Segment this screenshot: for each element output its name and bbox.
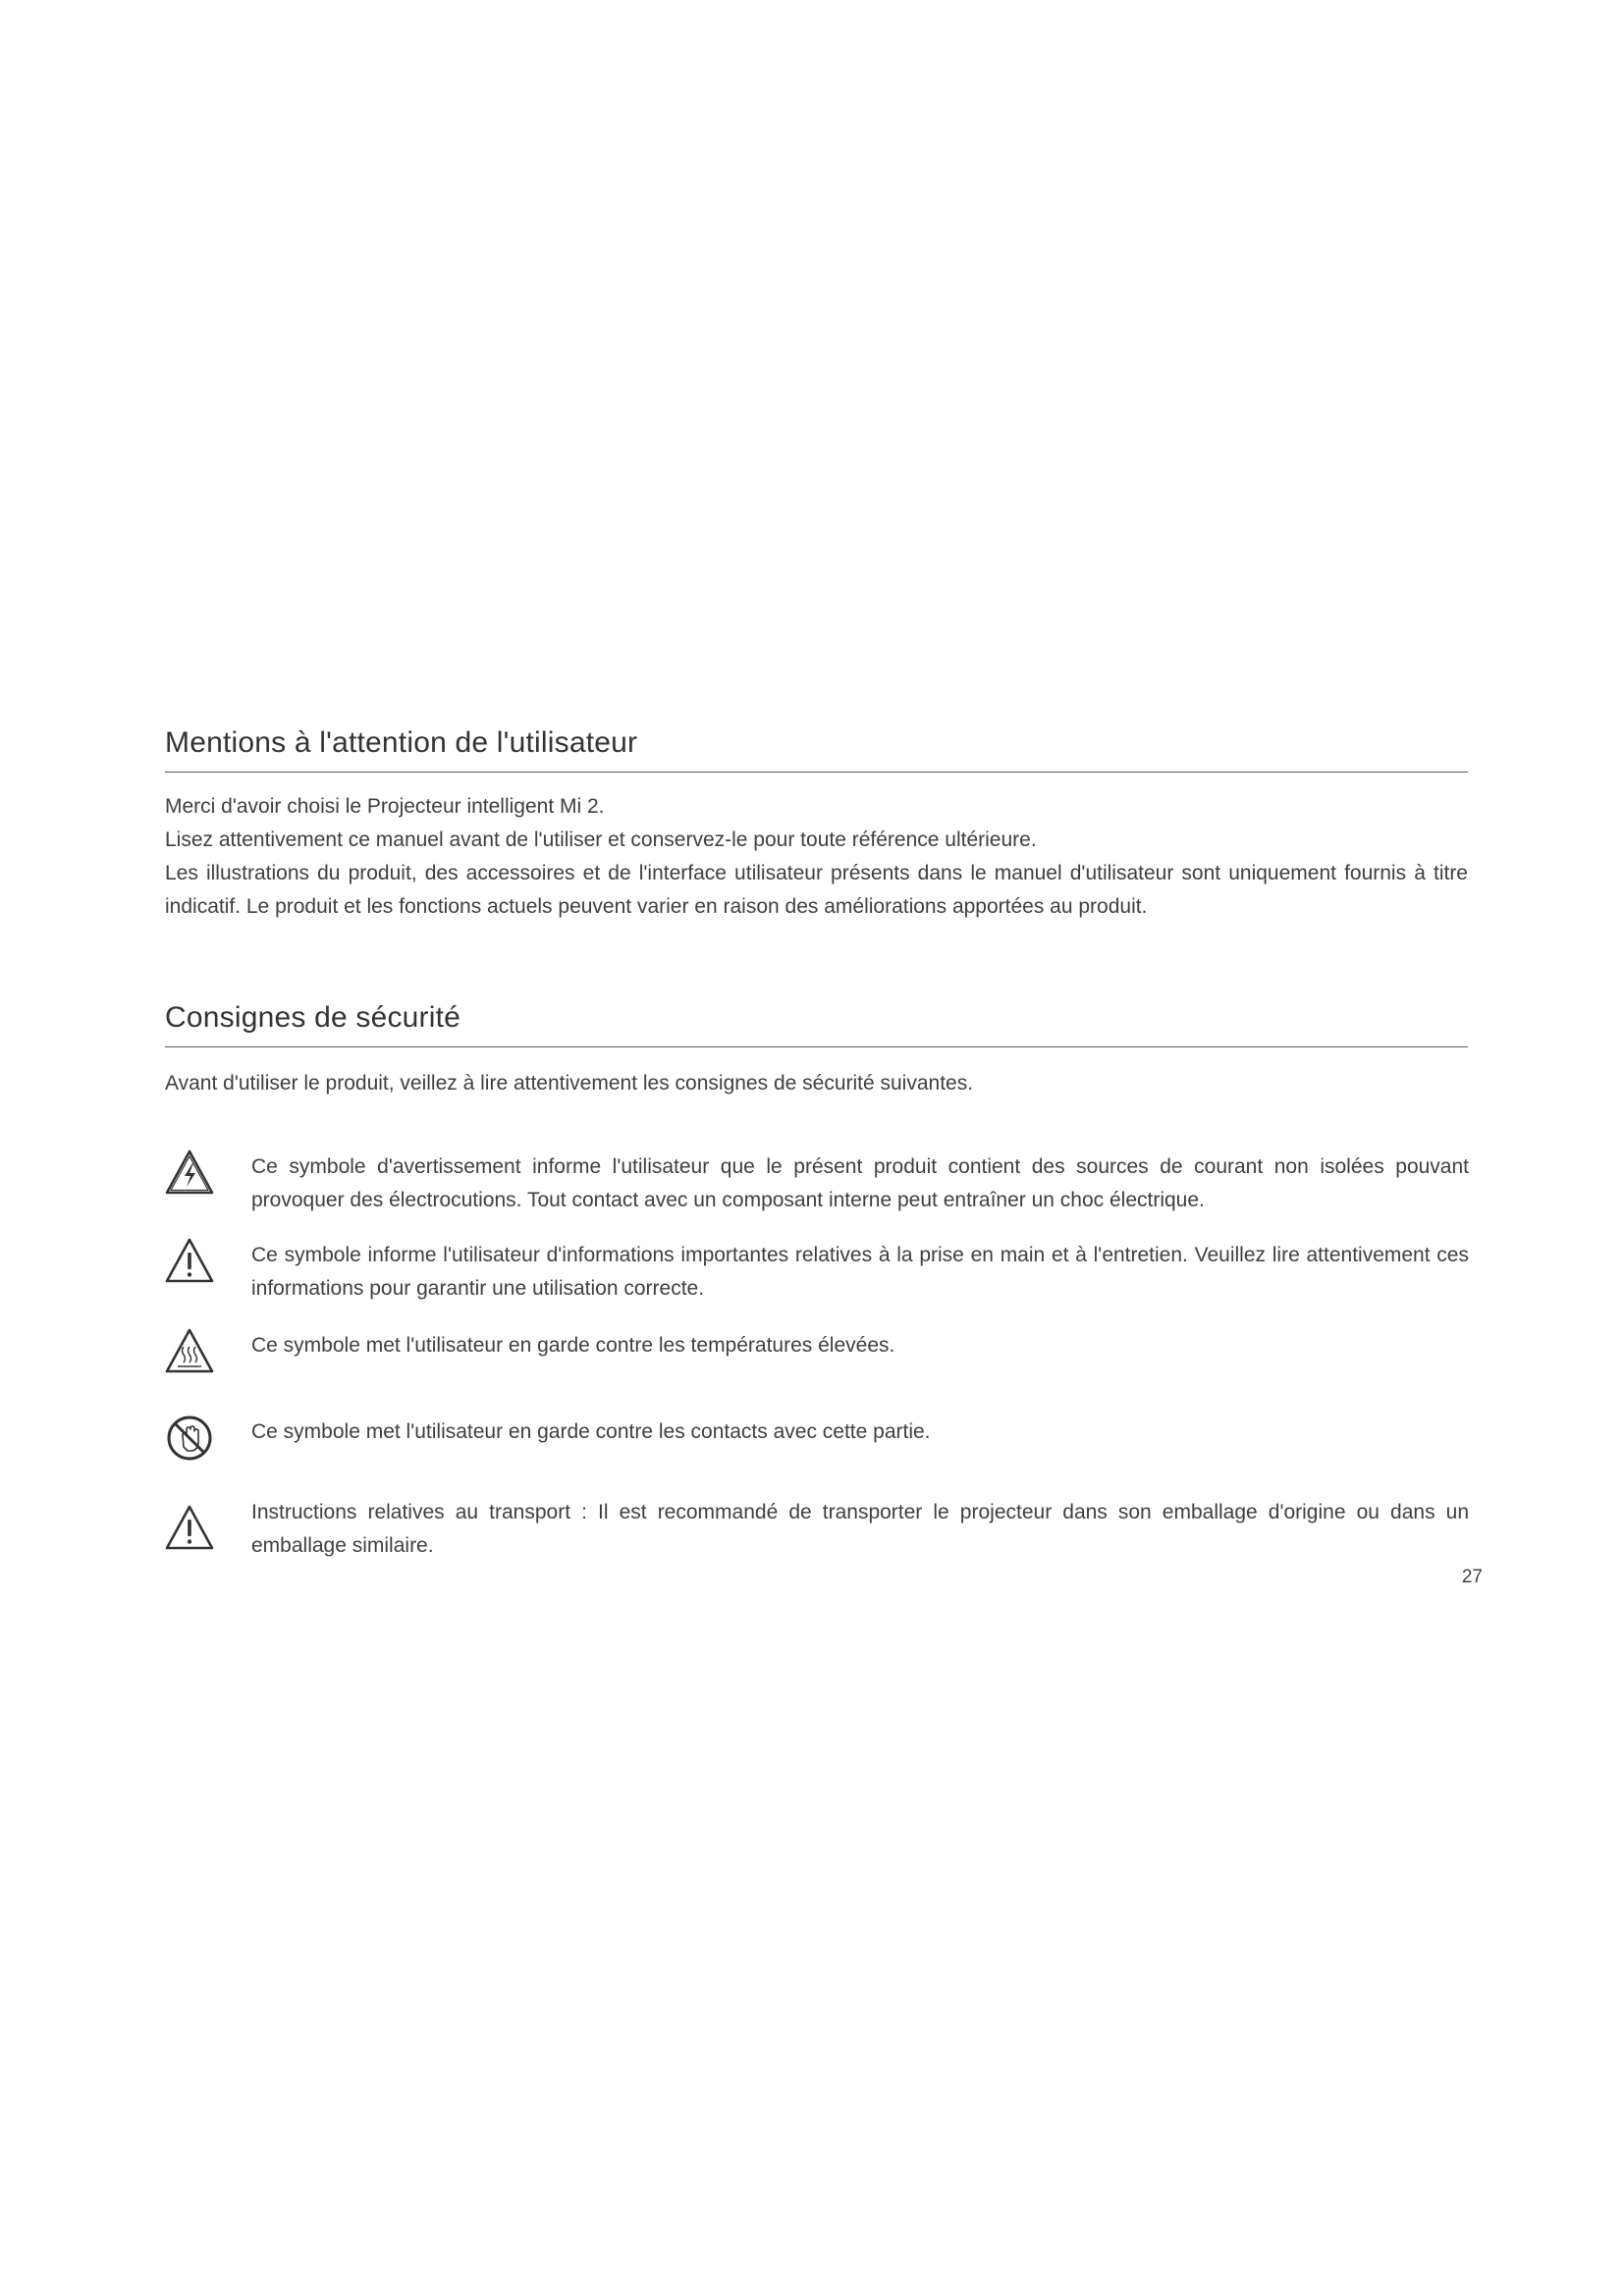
electric-shock-warning-icon	[163, 1147, 216, 1200]
symbol-row-electric	[163, 1147, 1469, 1217]
page-number: 27	[1461, 1567, 1483, 1587]
safety-title: Consignes de sécurité	[165, 1001, 461, 1034]
safety-intro: Avant d'utiliser le produit, veillez à lire attentivement les consignes de sécurité suivantes.	[165, 1072, 974, 1095]
symbol-text: Ce symbole met l'utilisateur en garde contre les contacts avec cette partie.	[251, 1420, 931, 1443]
symbol-text: Ce symbole d'avertissement informe l'utilisateur que le présent produit contient des sources de courant non isolées pouvant provoquer des électrocutions. Tout contact avec un composant interne peut entraîner un choc électrique.	[251, 1155, 1469, 1211]
symbol-row-important	[163, 1235, 1469, 1306]
safety-symbols-list	[163, 1147, 1469, 1563]
user-notice-line-3: Les illustrations du produit, des accessoires et de l'interface utilisateur présents dans le manuel d'utilisateur sont uniquement fournis à titre indicatif. Le produit et les fonctions actuels peuvent varier en raison des améliorations apportées au produit.	[165, 862, 1468, 918]
section-divider	[165, 1046, 1468, 1047]
symbol-row-hot	[163, 1325, 1469, 1378]
do-not-touch-icon	[163, 1412, 216, 1465]
section-divider	[165, 772, 1468, 773]
user-notice-body	[165, 790, 1468, 924]
user-notice-title: Mentions à l'attention de l'utilisateur	[165, 726, 638, 759]
exclamation-warning-icon	[163, 1502, 216, 1555]
user-notice-section	[165, 724, 1468, 924]
safety-section	[165, 999, 1468, 1100]
symbol-text: Ce symbole met l'utilisateur en garde contre les températures élevées.	[251, 1334, 895, 1357]
exclamation-warning-icon	[163, 1235, 216, 1288]
symbol-row-transport	[163, 1492, 1469, 1563]
user-notice-line-1: Merci d'avoir choisi le Projecteur intelligent Mi 2.	[165, 795, 605, 818]
symbol-row-no-touch	[163, 1412, 1469, 1465]
symbol-text: Ce symbole informe l'utilisateur d'informations importantes relatives à la prise en main et à l'entretien. Veuillez lire attentivement ces informations pour garantir une utilisation correcte.	[251, 1244, 1469, 1300]
symbol-text: Instructions relatives au transport : Il est recommandé de transporter le projecteur dans son emballage d'origine ou dans un emballage similaire.	[251, 1501, 1469, 1557]
hot-surface-warning-icon	[163, 1325, 216, 1378]
safety-body	[165, 1067, 1468, 1100]
user-notice-line-2: Lisez attentivement ce manuel avant de l'utiliser et conservez-le pour toute référence ultérieure.	[165, 828, 1037, 851]
